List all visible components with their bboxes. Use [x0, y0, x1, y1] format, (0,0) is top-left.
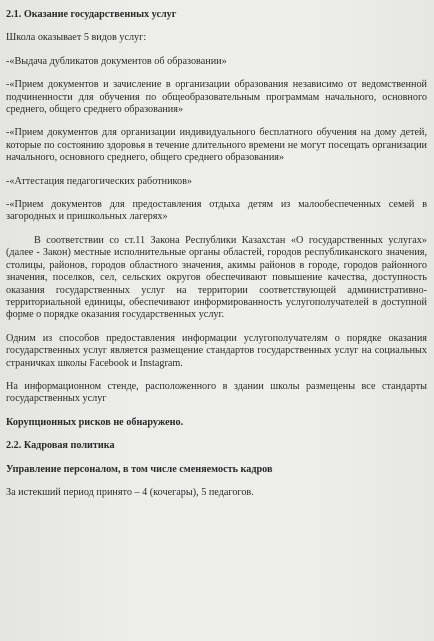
hr-text: За истекший период принято – 4 (кочегары), 5 педагогов.: [6, 486, 254, 498]
service-item-5: -«Прием документов для предоставления отдыха детям из малообеспеченных семей в загородных и пришкольных лагерях»: [6, 199, 427, 223]
service-item-3: -«Прием документов для организации индивидуального бесплатного обучения на дому детей, которые по состоянию здоровья в течение длительного времени не могут посещать организации начального, основного среднего, общего среднего образования»: [6, 127, 427, 164]
stand-paragraph: На информационном стенде, расположенного в здании школы размещены все стандарты государственных услуг: [6, 380, 427, 405]
service-item-2: -«Прием документов и зачисление в организации образования независимо от ведомственной подчиненности для обучения по общеобразовательным программам начального, основного среднего, общего среднего образования»: [6, 79, 427, 116]
hr-subheading: Управление персоналом, в том числе сменяемость кадров: [6, 463, 273, 475]
section-heading: 2.1. Оказание государственных услуг: [6, 9, 177, 20]
corruption-note: Корупционных рисков не обнаружено.: [6, 416, 184, 428]
section-heading-hr: 2.2. Кадровая политика: [6, 440, 115, 452]
service-item-4: -«Аттестация педагогических работников»: [6, 175, 192, 187]
info-paragraph: Одним из способов предоставления информации услугополучателям о порядке оказания государственных услуг является размещение стандартов государственных услуг на социальных страничках школы Facebook и Instagram.: [6, 332, 427, 369]
services-intro: Школа оказывает 5 видов услуг:: [6, 32, 147, 44]
service-item-1: -«Выдача дубликатов документов об образовании»: [6, 55, 227, 67]
law-paragraph: В соответствии со ст.11 Закона Республики Казахстан «О государственных услугах» (далее - Закон) местные исполнительные органы областей, городов республиканского значения, столицы, районов, городов областного значения, акимы районов в городе, городов районного значения, поселков, сел, сельских округов обеспечивают повышение качества, доступность оказания государственных услуг на территории соответствующей административно-территориальной единицы, обеспечивают информированность услугополучателей в доступной форме о порядке оказания государственных услуг.: [6, 234, 427, 321]
